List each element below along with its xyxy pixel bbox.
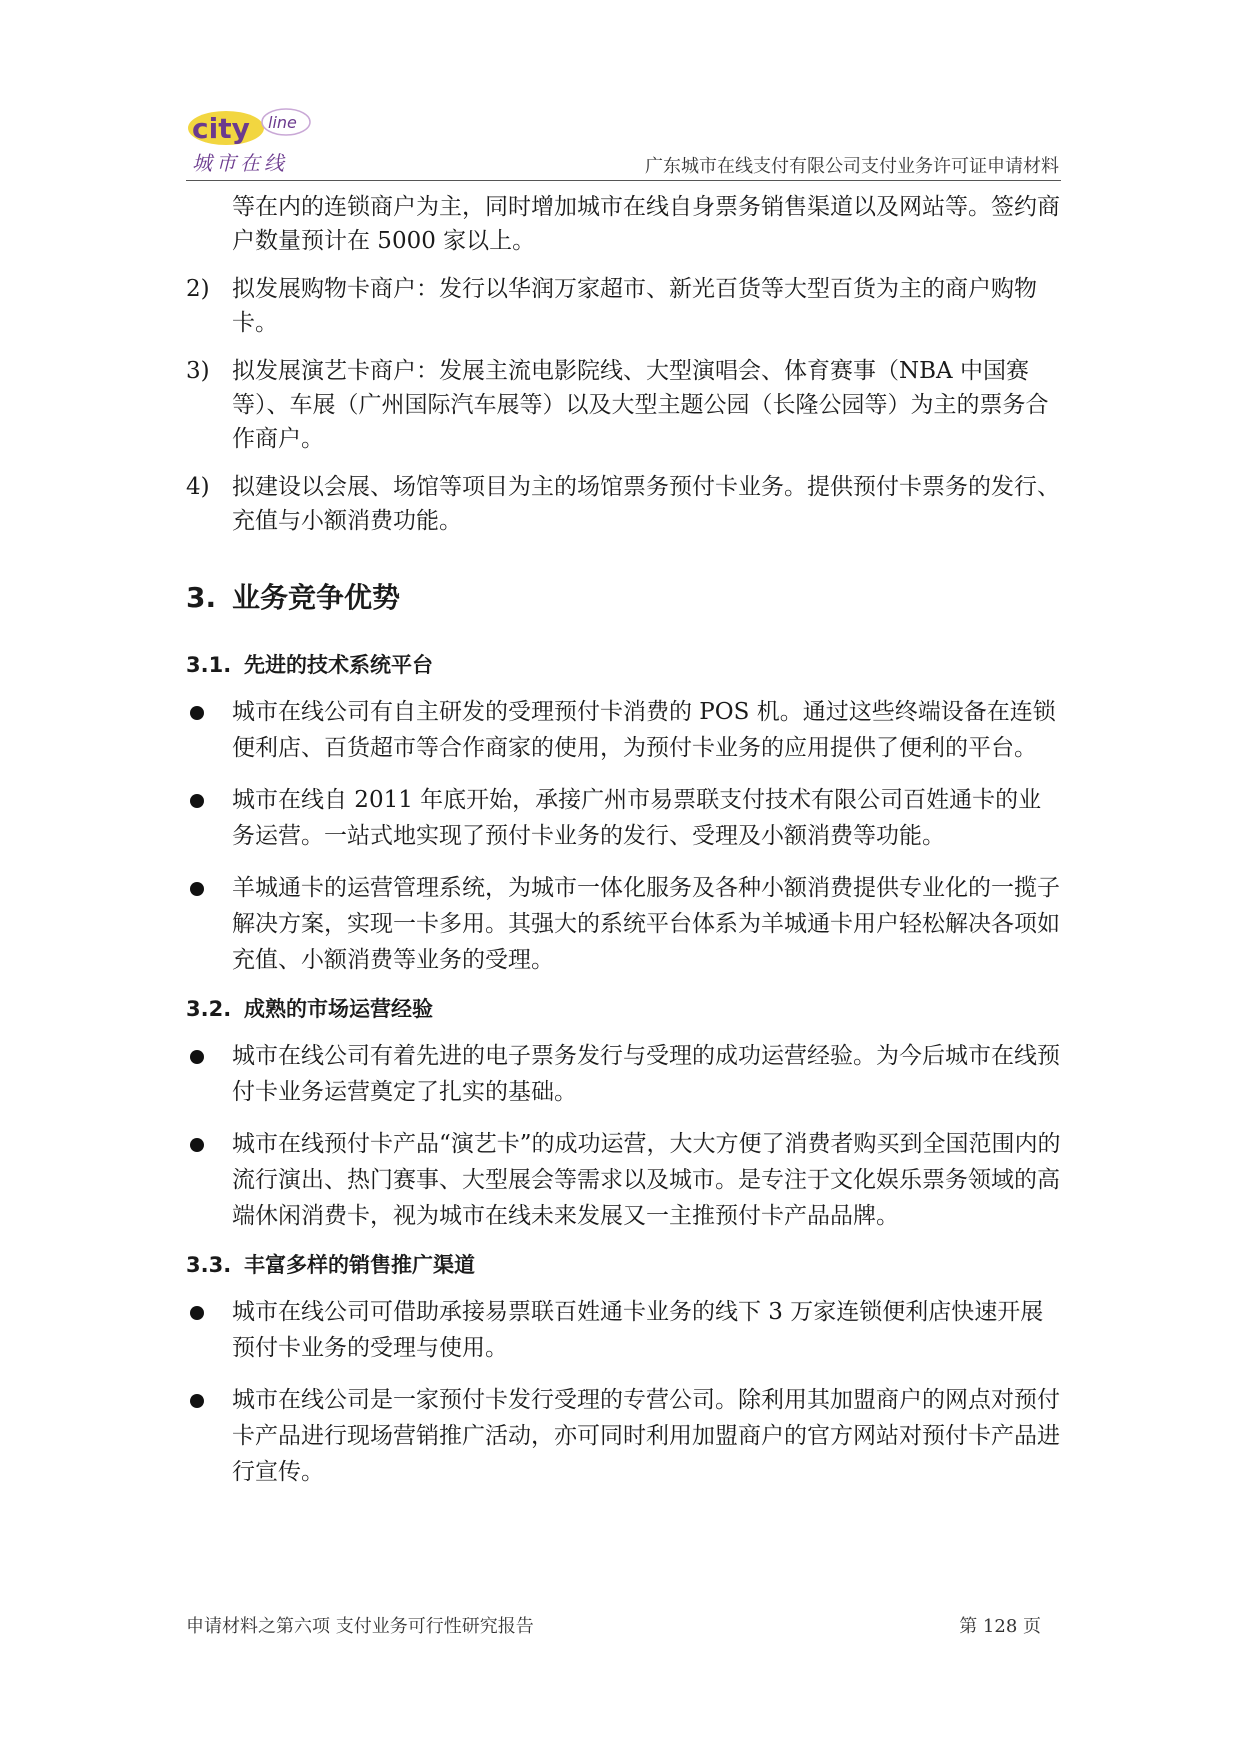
subsection-title: 丰富多样的销售推广渠道	[244, 1253, 475, 1277]
subsection-title: 成熟的市场运营经验	[244, 997, 433, 1021]
bullet-text: 羊城通卡的运营管理系统，为城市一体化服务及各种小额消费提供专业化的一揽子解决方案，实现一卡多用。其强大的系统平台体系为羊城通卡用户轻松解决各项如充值、小额消费等业务的受理。	[232, 875, 1060, 973]
subsection-number: 3.3.	[186, 1253, 232, 1277]
header-divider	[186, 180, 1061, 181]
bullet-icon	[190, 1138, 204, 1152]
bullet-item	[186, 782, 1062, 854]
page-number: 第 128 页	[959, 1616, 1041, 1637]
subsection-heading	[186, 650, 1062, 680]
bullet-icon	[190, 882, 204, 896]
logo-line-text: line	[268, 113, 297, 132]
list-text: 拟发展购物卡商户：发行以华润万家超市、新光百货等大型百货为主的商户购物卡。	[232, 276, 1037, 336]
bullet-item	[186, 1294, 1062, 1366]
bullet-item	[186, 870, 1062, 978]
logo-city-text: city	[192, 112, 250, 145]
subsection-number: 3.2.	[186, 997, 232, 1021]
bullet-text: 城市在线公司是一家预付卡发行受理的专营公司。除利用其加盟商户的网点对预付卡产品进行现场营销推广活动，亦可同时利用加盟商户的官方网站对预付卡产品进行宣传。	[232, 1387, 1060, 1485]
list-text: 拟建设以会展、场馆等项目为主的场馆票务预付卡业务。提供预付卡票务的发行、充值与小额消费功能。	[232, 474, 1060, 534]
bullet-text: 城市在线预付卡产品“演艺卡”的成功运营，大大方便了消费者购买到全国范围内的流行演出、热门赛事、大型展会等需求以及城市。是专注于文化娱乐票务领域的高端休闲消费卡，视为城市在线未来发展又一主推预付卡产品品牌。	[232, 1131, 1061, 1229]
bullet-item	[186, 1382, 1062, 1490]
list-item	[186, 470, 1062, 538]
list-number: 4)	[186, 474, 210, 500]
logo-cn-text: 城市在线	[192, 151, 288, 175]
bullet-item	[186, 1126, 1062, 1234]
document-title: 广东城市在线支付有限公司支付业务许可证申请材料	[645, 156, 1059, 177]
footer-document-name: 申请材料之第六项 支付业务可行性研究报告	[186, 1616, 534, 1637]
continuation-paragraph: 等在内的连锁商户为主，同时增加城市在线自身票务销售渠道以及网站等。签约商户数量预计在 5000 家以上。	[232, 194, 1060, 254]
subsection-heading	[186, 994, 1062, 1024]
list-item	[186, 354, 1062, 456]
subsection-number: 3.1.	[186, 653, 232, 677]
bullet-icon	[190, 1306, 204, 1320]
subsection-heading	[186, 1250, 1062, 1280]
section-title: 业务竞争优势	[232, 581, 401, 614]
bullet-text: 城市在线公司有着先进的电子票务发行与受理的成功运营经验。为今后城市在线预付卡业务运营奠定了扎实的基础。	[232, 1043, 1060, 1105]
bullet-text: 城市在线自 2011 年底开始，承接广州市易票联支付技术有限公司百姓通卡的业务运营。一站式地实现了预付卡业务的发行、受理及小额消费等功能。	[232, 787, 1042, 849]
section-heading	[186, 578, 1062, 618]
bullet-icon	[190, 706, 204, 720]
list-number: 2)	[186, 276, 210, 302]
list-item	[186, 272, 1062, 340]
list-text: 拟发展演艺卡商户：发展主流电影院线、大型演唱会、体育赛事（NBA 中国赛等）、车展（广州国际汽车展等）以及大型主题公园（长隆公园等）为主的票务合作商户。	[232, 358, 1049, 452]
cityline-logo	[186, 104, 324, 176]
section-number: 3.	[186, 581, 217, 614]
bullet-text: 城市在线公司可借助承接易票联百姓通卡业务的线下 3 万家连锁便利店快速开展预付卡业务的受理与使用。	[232, 1299, 1044, 1361]
page-body	[186, 190, 1062, 1506]
subsection-title: 先进的技术系统平台	[244, 653, 433, 677]
list-number: 3)	[186, 358, 210, 384]
bullet-icon	[190, 1394, 204, 1408]
bullet-item	[186, 694, 1062, 766]
bullet-item	[186, 1038, 1062, 1110]
bullet-icon	[190, 1050, 204, 1064]
bullet-icon	[190, 794, 204, 808]
bullet-text: 城市在线公司有自主研发的受理预付卡消费的 POS 机。通过这些终端设备在连锁便利店、百货超市等合作商家的使用，为预付卡业务的应用提供了便利的平台。	[232, 699, 1056, 761]
